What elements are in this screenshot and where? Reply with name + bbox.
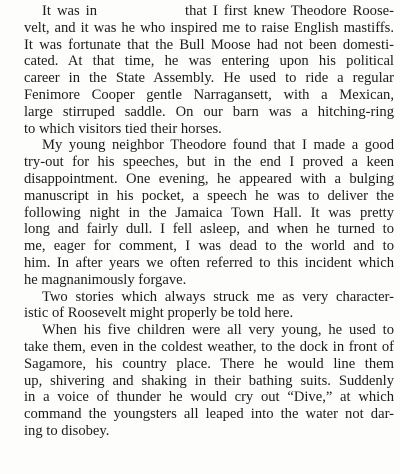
paragraph-3 [8, 289, 394, 323]
text-line: long and fairly dull. I fell asleep, and when he turned to [24, 221, 394, 238]
text-line: Sagamore, his country place. There he would line them [24, 355, 394, 372]
text-line [8, 3, 394, 20]
text-line: Two stories which always struck me as very character- [42, 288, 394, 305]
text-line: to which visitors tied their horses. [24, 120, 222, 137]
paragraph-2 [8, 137, 394, 288]
paragraph-4 [8, 322, 394, 440]
text-line: up, shivering and shaking in their bathing suits. Suddenly [24, 372, 394, 389]
text-line: he magnanimously forgave. [24, 271, 187, 288]
text-fragment: It was in [42, 3, 98, 19]
text-line: It was fortunate that the Bull Moose had not been domesti- [24, 36, 394, 53]
text-fragment: that I first knew Theodore Roose- [185, 3, 394, 19]
text-line: try-out for his speeches, but in the end I proved a keen [24, 154, 394, 171]
text-line: command the youngsters all leaped into the water not dar- [24, 406, 394, 423]
text-line: When his five children were all very young, he used to [42, 322, 394, 339]
text-line: Fenimore Cooper gentle Narragansett, with a Mexican, [24, 86, 394, 103]
text-line: istic of Roosevelt might properly be told here. [24, 305, 294, 322]
text-line: ing to disobey. [24, 422, 110, 439]
text-line: velt, and it was he who inspired me to raise English mastiffs. [24, 19, 394, 36]
text-line: career in the State Assembly. He used to ride a regular [24, 70, 394, 87]
text-line: large stirruped saddle. On our barn was a hitching-ring [24, 103, 394, 120]
text-line: following night in the Jamaica Town Hall. It was pretty [24, 204, 394, 221]
text-line: manuscript in his pocket, a speech he was to deliver the [24, 187, 394, 204]
text-line: disappointment. One evening, he appeared with a bulging [24, 170, 394, 187]
text-line: him. In after years we often referred to this incident which [24, 254, 394, 271]
text-line: me, eager for comment, I was dead to the world and to [24, 238, 394, 255]
text-line: take them, even in the coldest weather, to the dock in front of [24, 338, 394, 355]
paragraph-1 [8, 3, 394, 137]
text-line: in a voice of thunder he would cry out “Dive,” at which [24, 389, 394, 406]
body-text [8, 3, 394, 440]
text-line: cated. At that time, he was entering upon his political [24, 53, 394, 70]
text-line: My young neighbor Theodore found that I made a good [42, 137, 394, 154]
